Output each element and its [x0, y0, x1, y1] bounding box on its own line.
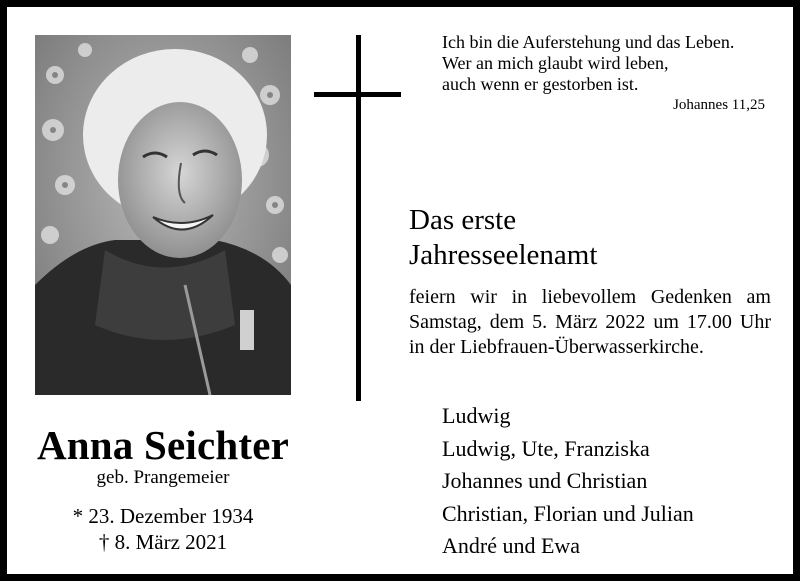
headline-line: Jahresseelenamt [409, 239, 598, 271]
verse-line: auch wenn er gestorben ist. [442, 74, 639, 94]
mourner-line: André und Ewa [442, 533, 581, 558]
birth-date: * 23. Dezember 1934 [72, 504, 254, 528]
mourner-line: Christian, Florian und Julian [442, 500, 694, 526]
verse-line: Wer an mich glaubt wird leben, [442, 53, 669, 73]
portrait-photo [35, 35, 291, 395]
mourners-list [442, 400, 772, 563]
maiden-name: geb. Prangemeier [96, 467, 230, 488]
deceased-name: Anna Seichter [36, 422, 289, 468]
cross-horizontal-bar [314, 92, 401, 97]
mourner-line: Johannes und Christian [442, 468, 648, 493]
verse-reference: Johannes 11,25 [673, 97, 765, 113]
mourner-line: Ludwig, Ute, Franziska [442, 435, 650, 461]
invitation-text [409, 285, 771, 360]
invitation-line: in der Liebfrauen-Überwasserkirche. [409, 336, 704, 358]
cross-vertical-bar [356, 35, 361, 401]
portrait-illustration [35, 35, 291, 395]
invitation-line: feiern wir in liebevollem Gedenken am [409, 286, 771, 308]
headline-line: Das erste [409, 204, 517, 236]
headline [409, 203, 779, 273]
invitation-line: Samstag, dem 5. März 2022 um 17.00 Uhr [409, 311, 771, 333]
death-date: † 8. März 2021 [98, 530, 228, 554]
bible-verse [442, 32, 772, 95]
mourner-line: Ludwig [442, 403, 511, 428]
verse-line: Ich bin die Auferstehung und das Leben. [442, 32, 735, 52]
